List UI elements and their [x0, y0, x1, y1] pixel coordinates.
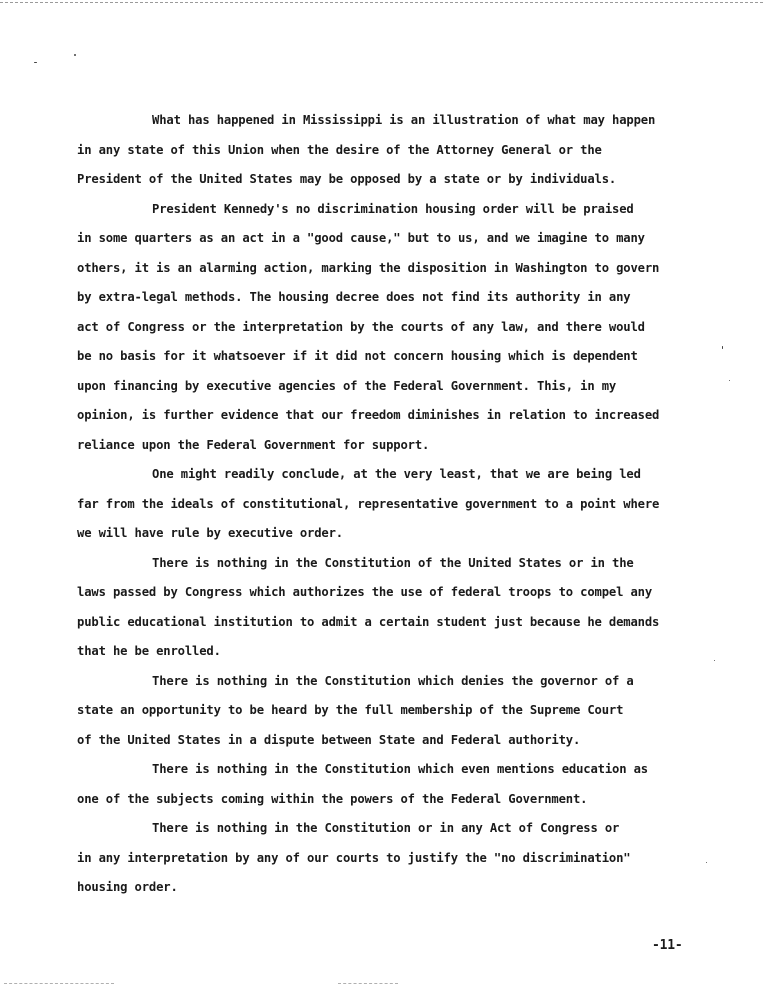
text-line: President Kennedy's no discrimination housing order will be praised [152, 201, 634, 216]
scan-speck [706, 862, 707, 863]
bottom-scan-edge [4, 983, 114, 984]
scan-speck [722, 346, 723, 349]
text-line: opinion, is further evidence that our freedom diminishes in relation to increased [77, 408, 660, 422]
document-body [77, 106, 697, 903]
text-line: in some quarters as an act in a "good cause," but to us, and we imagine to many [77, 231, 645, 245]
scan-speck [34, 62, 37, 63]
text-line: by extra-legal methods. The housing decree does not find its authority in any [77, 290, 631, 304]
bottom-scan-edge [338, 983, 398, 984]
text-line: public educational institution to admit a certain student just because he demands [77, 614, 660, 629]
text-line: There is nothing in the Constitution of the United States or in the [152, 555, 634, 570]
text-line: be no basis for it whatsoever if it did not concern housing which is dependent [77, 349, 638, 363]
text-line: far from the ideals of constitutional, representative government to a point where [77, 496, 660, 511]
text-line: There is nothing in the Constitution which even mentions education as [152, 762, 648, 776]
text-line: reliance upon the Federal Government for support. [77, 437, 430, 452]
scan-speck [74, 54, 76, 56]
text-line: of the United States in a dispute between State and Federal authority. [77, 732, 581, 747]
scan-speck [714, 660, 715, 661]
text-line: There is nothing in the Constitution which denies the governor of a [152, 673, 634, 688]
page-number: -11- [652, 938, 683, 953]
scan-speck [729, 380, 730, 381]
text-line: act of Congress or the interpretation by the courts of any law, and there would [77, 319, 645, 334]
top-scan-edge [0, 2, 763, 3]
text-line: upon financing by executive agencies of the Federal Government. This, in my [77, 378, 617, 393]
text-line: in any interpretation by any of our courts to justify the "no discrimination" [77, 850, 631, 865]
text-line: that he be enrolled. [77, 644, 221, 658]
text-line: There is nothing in the Constitution or in any Act of Congress or [152, 821, 620, 835]
text-line: What has happened in Mississippi is an illustration of what may happen [152, 113, 656, 127]
text-line: one of the subjects coming within the powers of the Federal Government. [77, 791, 588, 806]
text-line: we will have rule by executive order. [77, 526, 343, 540]
text-line: President of the United States may be opposed by a state or by individuals. [77, 172, 617, 186]
text-line: in any state of this Union when the desire of the Attorney General or the [77, 142, 602, 157]
text-line: laws passed by Congress which authorizes the use of federal troops to compel any [77, 585, 652, 599]
text-line: housing order. [77, 880, 178, 894]
text-line: One might readily conclude, at the very least, that we are being led [152, 467, 641, 481]
text-line: state an opportunity to be heard by the full membership of the Supreme Court [77, 703, 624, 717]
text-line: others, it is an alarming action, marking the disposition in Washington to govern [77, 260, 660, 275]
